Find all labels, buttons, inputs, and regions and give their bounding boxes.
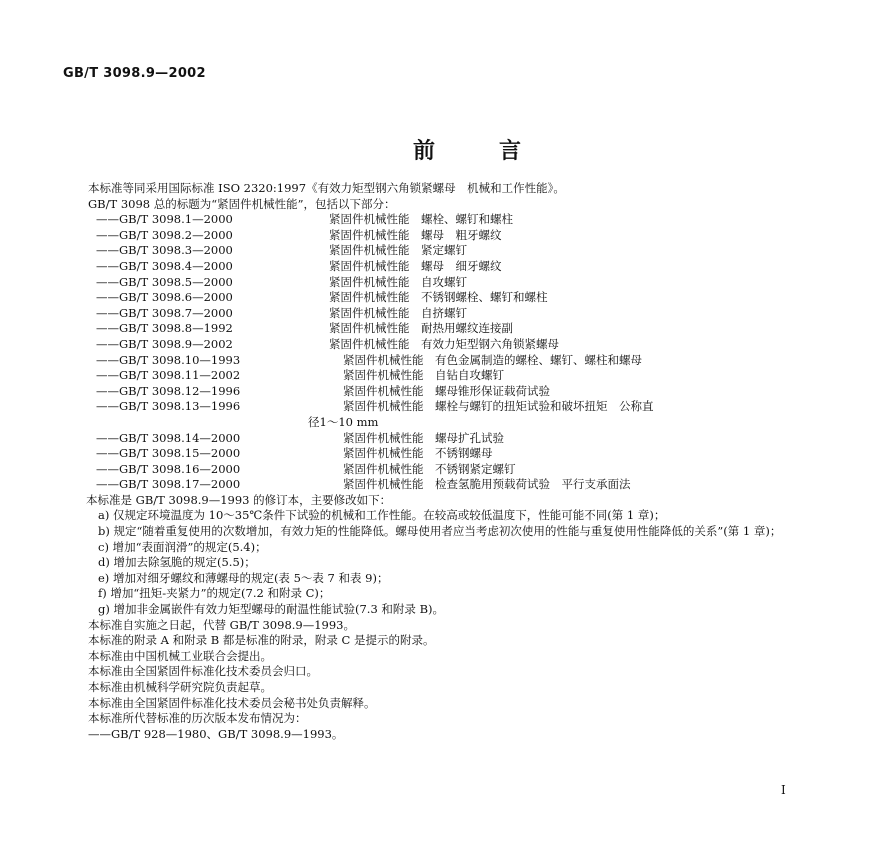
- part-dash: ——: [96, 461, 119, 476]
- page-number: I: [781, 783, 786, 797]
- part-desc: 紧固件机械性能 有效力矩型钢六角锁紧螺母: [329, 336, 559, 351]
- part-dash: ——: [96, 274, 119, 289]
- part-item: [88, 306, 803, 322]
- closing-line: 本标准所代替标准的历次版本发布情况为：: [88, 711, 307, 726]
- part-ref: GB/T 3098.16—2000: [119, 461, 241, 476]
- closing-statements: [88, 618, 803, 727]
- part-item: [88, 275, 803, 291]
- closing-line: 本标准由全国紧固件标准化技术委员会归口。: [88, 664, 318, 679]
- part-ref: GB/T 3098.15—2000: [119, 446, 241, 461]
- part-dash: ——: [96, 258, 119, 273]
- part-dash: ——: [96, 321, 119, 336]
- closing-line: 本标准由全国紧固件标准化技术委员会秘书处负责解释。: [88, 695, 376, 710]
- history-line: ——GB/T 928—1980、GB/T 3098.9—1993。: [88, 726, 344, 741]
- part-desc: 紧固件机械性能 螺母扩孔试验: [343, 430, 504, 445]
- part-desc: 紧固件机械性能 有色金属制造的螺栓、螺钉、螺柱和螺母: [343, 352, 642, 367]
- document-header: GB/T 3098.9—2002: [63, 66, 206, 81]
- closing-line: 本标准的附录 A 和附录 B 都是标准的附录，附录 C 是提示的附录。: [88, 633, 435, 648]
- part-ref: GB/T 3098.10—1993: [119, 352, 241, 367]
- part-desc: 紧固件机械性能 自攻螺钉: [329, 274, 467, 289]
- part-item: [88, 462, 803, 478]
- part-desc: 紧固件机械性能 耐热用螺纹连接副: [329, 321, 513, 336]
- part-dash: ——: [96, 243, 119, 258]
- part-ref: GB/T 3098.9—2002: [119, 336, 233, 351]
- part-desc: 紧固件机械性能 自钻自攻螺钉: [343, 368, 504, 383]
- part-desc: 紧固件机械性能 螺栓、螺钉和螺柱: [329, 212, 513, 227]
- part-desc: 紧固件机械性能 螺母 细牙螺纹: [329, 258, 502, 273]
- part-ref: GB/T 3098.13—1996: [119, 399, 241, 414]
- closing-line: 本标准由机械科学研究院负责起草。: [88, 680, 272, 694]
- part-dash: ——: [96, 399, 119, 414]
- part-desc: 紧固件机械性能 检查氢脆用预载荷试验 平行支承面法: [343, 477, 631, 492]
- foreword-body: [88, 181, 803, 742]
- part-ref: GB/T 3098.6—2000: [119, 290, 233, 305]
- part-dash: ——: [96, 383, 119, 398]
- part-item: [88, 212, 803, 228]
- part-ref: GB/T 3098.4—2000: [119, 258, 233, 273]
- intro-line: GB/T 3098 总的标题为“紧固件机械性能”，包括以下部分：: [88, 196, 396, 211]
- part-desc: 紧固件机械性能 不锈钢紧定螺钉: [343, 461, 516, 476]
- part-item: [88, 353, 803, 369]
- part-item: [88, 337, 803, 353]
- part-desc-continuation: 径1～10 mm: [308, 414, 379, 429]
- part-item: [88, 477, 803, 493]
- revision-intro: 本标准是 GB/T 3098.9—1993 的修订本，主要修改如下：: [86, 492, 392, 507]
- part-item: [88, 290, 803, 306]
- part-ref: GB/T 3098.2—2000: [119, 227, 233, 242]
- changes-list: [88, 508, 803, 617]
- change-item: a) 仅规定环境温度为 10～35℃条件下试验的机械和工作性能。在较高或较低温度下，性能可能不同(第 1 章)；: [98, 508, 666, 523]
- part-desc: 紧固件机械性能 螺母 粗牙螺纹: [329, 227, 502, 242]
- parts-list: [88, 212, 803, 493]
- part-item: [88, 431, 803, 447]
- intro-line: 本标准等同采用国际标准 ISO 2320:1997《有效力矩型钢六角锁紧螺母 机械和工作性能》。: [88, 181, 565, 195]
- closing-line: 本标准自实施之日起，代替 GB/T 3098.9—1993。: [88, 617, 355, 632]
- part-dash: ——: [96, 305, 119, 320]
- part-desc: 紧固件机械性能 螺栓与螺钉的扭矩试验和破坏扭矩 公称直: [343, 399, 654, 414]
- part-item: [88, 384, 803, 400]
- part-desc: 紧固件机械性能 不锈钢螺栓、螺钉和螺柱: [329, 290, 548, 305]
- part-item: [88, 228, 803, 244]
- part-ref: GB/T 3098.7—2000: [119, 305, 233, 320]
- part-ref: GB/T 3098.17—2000: [119, 477, 241, 492]
- part-dash: ——: [96, 446, 119, 461]
- part-ref: GB/T 3098.5—2000: [119, 274, 233, 289]
- part-item: [88, 368, 803, 384]
- part-dash: ——: [96, 477, 119, 492]
- part-ref: GB/T 3098.11—2002: [119, 368, 241, 383]
- part-item: [88, 446, 803, 462]
- change-item: g) 增加非金属嵌件有效力矩型螺母的耐温性能试验(7.3 和附录 B)。: [98, 602, 445, 617]
- part-desc: 紧固件机械性能 螺母锥形保证载荷试验: [343, 383, 550, 398]
- part-dash: ——: [96, 430, 119, 445]
- page-title: 前言: [412, 138, 585, 164]
- part-ref: GB/T 3098.12—1996: [119, 383, 241, 398]
- change-item: c) 增加“表面润滑”的规定(5.4)；: [98, 539, 267, 554]
- part-desc: 紧固件机械性能 自挤螺钉: [329, 305, 467, 320]
- part-ref: GB/T 3098.14—2000: [119, 430, 241, 445]
- change-item: b) 规定“随着重复使用的次数增加，有效力矩的性能降低。螺母使用者应当考虑初次使用的性能与重复使用性能降低的关系”(第 1 章)；: [98, 524, 782, 539]
- part-dash: ——: [96, 212, 119, 227]
- part-dash: ——: [96, 368, 119, 383]
- part-dash: ——: [96, 336, 119, 351]
- change-item: e) 增加对细牙螺纹和薄螺母的规定(表 5～表 7 和表 9)；: [98, 570, 389, 585]
- part-dash: ——: [96, 227, 119, 242]
- part-ref: GB/T 3098.3—2000: [119, 243, 233, 258]
- part-desc: 紧固件机械性能 不锈钢螺母: [343, 446, 493, 461]
- part-desc: 紧固件机械性能 紧定螺钉: [329, 243, 467, 258]
- part-dash: ——: [96, 290, 119, 305]
- part-ref: GB/T 3098.1—2000: [119, 212, 233, 227]
- part-item: [88, 321, 803, 337]
- change-item: d) 增加去除氢脆的规定(5.5)；: [98, 555, 256, 570]
- change-item: f) 增加“扭矩-夹紧力”的规定(7.2 和附录 C)；: [98, 586, 331, 601]
- part-dash: ——: [96, 352, 119, 367]
- part-item: [88, 399, 803, 415]
- part-item: [88, 259, 803, 275]
- closing-line: 本标准由中国机械工业联合会提出。: [88, 648, 272, 663]
- part-ref: GB/T 3098.8—1992: [119, 321, 233, 336]
- part-item: [88, 243, 803, 259]
